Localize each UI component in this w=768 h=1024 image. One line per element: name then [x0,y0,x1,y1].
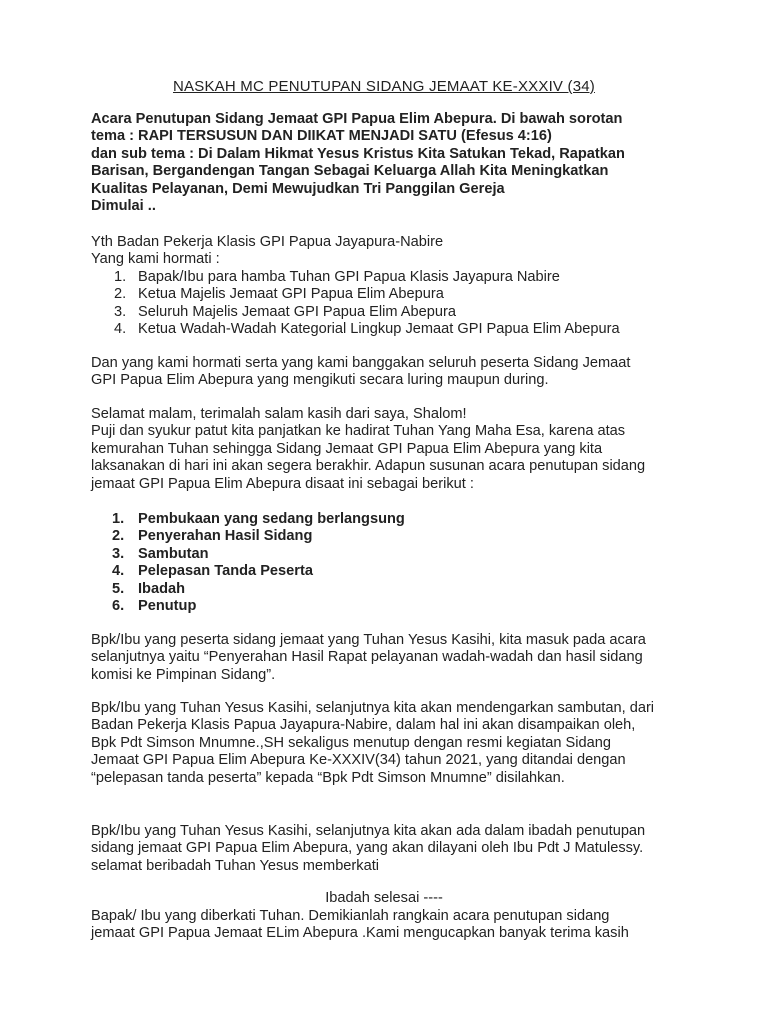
paragraph-line: selanjutnya yaitu “Penyerahan Hasil Rapat pelayanan wadah-wadah dan hasil sidang [91,649,643,666]
intro-paragraph [91,111,691,215]
worship-paragraph [91,823,691,875]
greeting-list-item: 4. Ketua Wadah-Wadah Kategorial Lingkup Jemaat GPI Papua Elim Abepura [114,321,620,338]
paragraph-line: Bpk/Ibu yang Tuhan Yesus Kasihi, selanjutnya kita akan ada dalam ibadah penutupan [91,823,646,839]
agenda-item: 5. Ibadah [112,580,186,597]
paragraph-line: Jemaat GPI Papua Elim Abepura Ke-XXXIV(34) tahun 2021, yang ditandai dengan [91,752,626,769]
paragraph-line: GPI Papua Elim Abepura yang mengikuti secara luring maupun during. [91,372,549,389]
greeting-line: Yang kami hormati : [91,251,220,268]
paragraph-line: kemurahan Tuhan sehingga Sidang Jemaat GPI Papua Elim Abepura yang kita [91,440,603,457]
paragraph-line: Selamat malam, terimalah salam kasih dari saya, Shalom! [91,406,467,422]
intro-line: Acara Penutupan Sidang Jemaat GPI Papua Elim Abepura. Di bawah sorotan [91,111,623,127]
welcome-paragraph [91,406,691,493]
intro-line: Barisan, Bergandengan Tangan Sebagai Keluarga Allah Kita Meningkatkan [91,163,609,180]
document-title: NASKAH MC PENUTUPAN SIDANG JEMAAT KE-XXXIV (34) [173,78,595,95]
intro-line: Kualitas Pelayanan, Demi Mewujudkan Tri Panggilan Gereja [91,180,505,197]
paragraph-line: jemaat GPI Papua Jemaat ELim Abepura .Kami mengucapkan banyak terima kasih [91,925,629,942]
paragraph-line: “pelepasan tanda peserta” kepada “Bpk Pdt Simson Mnumne” disilahkan. [91,769,565,786]
agenda-item: 1. Pembukaan yang sedang berlangsung [112,511,405,527]
paragraph-line: sidang jemaat GPI Papua Elim Abepura, yang akan dilayani oleh Ibu Pdt J Matulessy. [91,840,644,857]
agenda-item: 3. Sambutan [112,545,209,562]
greeting-line: Yth Badan Pekerja Klasis GPI Papua Jayapura-Nabire [91,234,444,250]
paragraph-line: Dan yang kami hormati serta yang kami banggakan seluruh peserta Sidang Jemaat [91,355,631,371]
paragraph-line: Bpk/Ibu yang peserta sidang jemaat yang Tuhan Yesus Kasihi, kita masuk pada acara [91,632,646,648]
closing-paragraph [91,908,691,943]
paragraph-line: Badan Pekerja Klasis Papua Jayapura-Nabire, dalam hal ini akan disampaikan oleh, [91,717,636,734]
intro-line: Dimulai .. [91,198,156,215]
paragraph-line: Bpk Pdt Simson Mnumne.,SH sekaligus menutup dengan resmi kegiatan Sidang [91,734,611,751]
paragraph-line: jemaat GPI Papua Elim Abepura disaat ini sebagai berikut : [91,475,474,492]
greeting-section [91,234,691,338]
paragraph-line: Bpk/Ibu yang Tuhan Yesus Kasihi, selanjutnya kita akan mendengarkan sambutan, dari [91,700,655,716]
paragraph-line: komisi ke Pimpinan Sidang”. [91,666,276,683]
intro-line: dan sub tema : Di Dalam Hikmat Yesus Kristus Kita Satukan Tekad, Rapatkan [91,145,625,162]
paragraph-line: Puji dan syukur patut kita panjatkan ke hadirat Tuhan Yang Maha Esa, karena atas [91,423,626,440]
agenda-item: 4. Pelepasan Tanda Peserta [112,563,313,580]
agenda-item: 6. Penutup [112,598,197,615]
handover-paragraph [91,632,691,684]
greeting-list-item: 3. Seluruh Majelis Jemaat GPI Papua Elim Abepura [114,303,456,320]
respect-paragraph [91,355,691,390]
agenda-list [91,511,691,615]
worship-done-line: Ibadah selesai ---- [325,890,443,906]
greeting-list-item: 2. Ketua Majelis Jemaat GPI Papua Elim Abepura [114,286,444,303]
paragraph-line: laksanakan di hari ini akan segera berakhir. Adapun susunan acara penutupan sidang [91,458,646,475]
paragraph-line: selamat beribadah Tuhan Yesus memberkati [91,857,379,874]
intro-line: tema : RAPI TERSUSUN DAN DIIKAT MENJADI SATU (Efesus 4:16) [91,128,552,145]
speech-paragraph [91,700,691,787]
paragraph-line: Bapak/ Ibu yang diberkati Tuhan. Demikianlah rangkain acara penutupan sidang [91,908,610,924]
agenda-item: 2. Penyerahan Hasil Sidang [112,528,313,545]
greeting-list-item: 1. Bapak/Ibu para hamba Tuhan GPI Papua Klasis Jayapura Nabire [114,268,560,285]
